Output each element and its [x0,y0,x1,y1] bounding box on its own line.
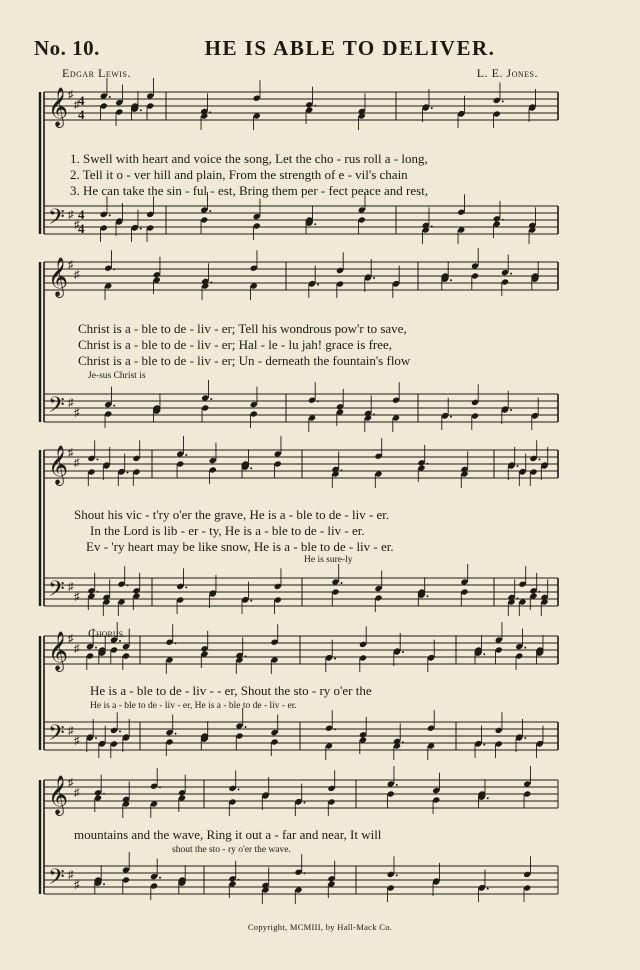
time-signature: 4 [78,107,85,122]
lyric-line: 3. He can take the sin - ful - est, Bring them per - fect peace and rest, [70,183,429,198]
sharp-icon: ♯ [68,89,74,101]
dot [539,591,541,593]
dot [109,96,111,98]
bass-cue-text: Je-sus Christ is [88,371,146,381]
dot [431,107,433,109]
dot [427,463,429,465]
dot [314,105,316,107]
dot [97,458,99,460]
hymn-number: No. 10. [34,36,100,60]
dot [97,591,99,593]
treble-clef-icon: 𝄞 [48,257,69,297]
sharp-icon: ♯ [68,447,74,459]
treble-clef-icon: 𝄞 [48,445,69,485]
dot [127,472,129,474]
composer-credit: L. E. Jones. [476,66,538,80]
dot [175,642,177,644]
dot [373,277,375,279]
dot [119,730,121,732]
lyric-line: Shout his vic - t'ry o'er the grave, He is a - ble to de - liv - er. [74,507,390,522]
sharp-icon: ♯ [68,397,74,409]
dot [483,653,485,655]
dot [450,416,452,418]
lyric-line: Christ is a - ble to de - liv - er; Hal - le - lu jah! grace is free, [78,337,393,352]
lyricist-credit: Edgar Lewis. [62,66,131,80]
sharp-icon: ♯ [74,787,80,799]
dot [304,872,306,874]
time-signature: 4 [78,207,85,222]
sharp-icon: ♯ [68,869,74,881]
time-signature: 4 [78,221,85,236]
dot [341,469,343,471]
sharp-icon: ♯ [74,879,80,891]
bass-clef-icon: 𝄢 [48,577,65,607]
dot [245,726,247,728]
dot [334,728,336,730]
dot [185,586,187,588]
bass-clef-icon: 𝄢 [48,865,65,895]
dot [245,655,247,657]
sharp-icon: ♯ [74,99,80,111]
sharp-icon: ♯ [74,269,80,281]
dot [140,228,142,230]
dot [524,647,526,649]
sharp-icon: ♯ [74,457,80,469]
dot [109,214,111,216]
lyric-line: Christ is a - ble to de - liv - er; Tell his wondrous pow'r to save, [78,321,407,336]
treble-clef-icon: 𝄞 [48,87,69,127]
dot [95,647,97,649]
dot [250,467,252,469]
dot [314,223,316,225]
treble-clef-icon: 𝄞 [48,631,69,671]
time-signature: 4 [78,93,85,108]
dot [510,273,512,275]
dot [159,877,161,879]
dot [517,597,519,599]
lyric-line: 1. Swell with heart and voice the song, Let the cho - rus roll a - long, [70,151,428,166]
dot [103,793,105,795]
sharp-icon: ♯ [74,407,80,419]
dot [502,219,504,221]
dot [373,413,375,415]
dot [431,225,433,227]
lyric-line: mountains and the wave, Ring it out a - far and near, It will [74,827,382,842]
lyric-line: He is a - ble to de - liv - - er, Shout the sto - ry o'er the [90,683,372,698]
dot [334,658,336,660]
dot [502,100,504,102]
dot [159,786,161,788]
dot [487,797,489,799]
dot [103,883,105,885]
bass-clef-icon: 𝄢 [48,393,65,423]
dot [140,109,142,111]
sharp-icon: ♯ [68,581,74,593]
bass-cue-text: He is a - ble to de - liv - er, He is a - ble to de - liv - er. [90,701,297,711]
bass-cue-text: He is sure-ly [304,555,353,565]
sharp-icon: ♯ [68,259,74,271]
dot [396,784,398,786]
dot [250,600,252,602]
sharp-icon: ♯ [68,725,74,737]
dot [510,409,512,411]
dot [175,733,177,735]
dot [517,465,519,467]
hymn-title: HE IS ABLE TO DELIVER. [204,36,496,60]
dot [539,458,541,460]
dot [238,788,240,790]
dot [304,802,306,804]
dot [402,741,404,743]
dot [113,405,115,407]
sharp-icon: ♯ [68,777,74,789]
sharp-icon: ♯ [74,735,80,747]
dot [317,284,319,286]
copyright-notice: Copyright, MCMIII, by Hall-Mack Co. [247,922,393,932]
dot [317,400,319,402]
dot [95,737,97,739]
dot [210,281,212,283]
dot [402,651,404,653]
lyric-line: Ev - 'ry heart may be like snow, He is a - ble to de - liv - er. [86,539,394,554]
sharp-icon: ♯ [74,591,80,603]
sharp-icon: ♯ [68,633,74,645]
sharp-icon: ♯ [74,219,80,231]
dot [483,744,485,746]
dot [238,879,240,881]
dot [396,874,398,876]
dot [209,111,211,113]
dot [427,595,429,597]
dot [209,210,211,212]
lyric-line: Christ is a - ble to de - liv - er; Un - derneath the fountain's flow [78,353,411,368]
sharp-icon: ♯ [74,643,80,655]
bass-clef-icon: 𝄢 [48,205,65,235]
chorus-label: Chorus. [88,626,127,640]
bass-clef-icon: 𝄢 [48,721,65,751]
bass-cue-text: shout the sto - ry o'er the wave. [172,845,291,855]
dot [127,584,129,586]
dot [450,279,452,281]
dot [210,398,212,400]
sharp-icon: ♯ [68,209,74,221]
dot [341,582,343,584]
dot [185,454,187,456]
lyric-line: 2. Tell it o - ver hill and plain, From the strength of e - vil's chain [70,167,408,182]
dot [524,737,526,739]
treble-clef-icon: 𝄞 [48,775,69,815]
dot [487,888,489,890]
lyric-line: In the Lord is lib - er - ty, He is a - ble to de - liv - er. [90,523,365,538]
dot [113,268,115,270]
